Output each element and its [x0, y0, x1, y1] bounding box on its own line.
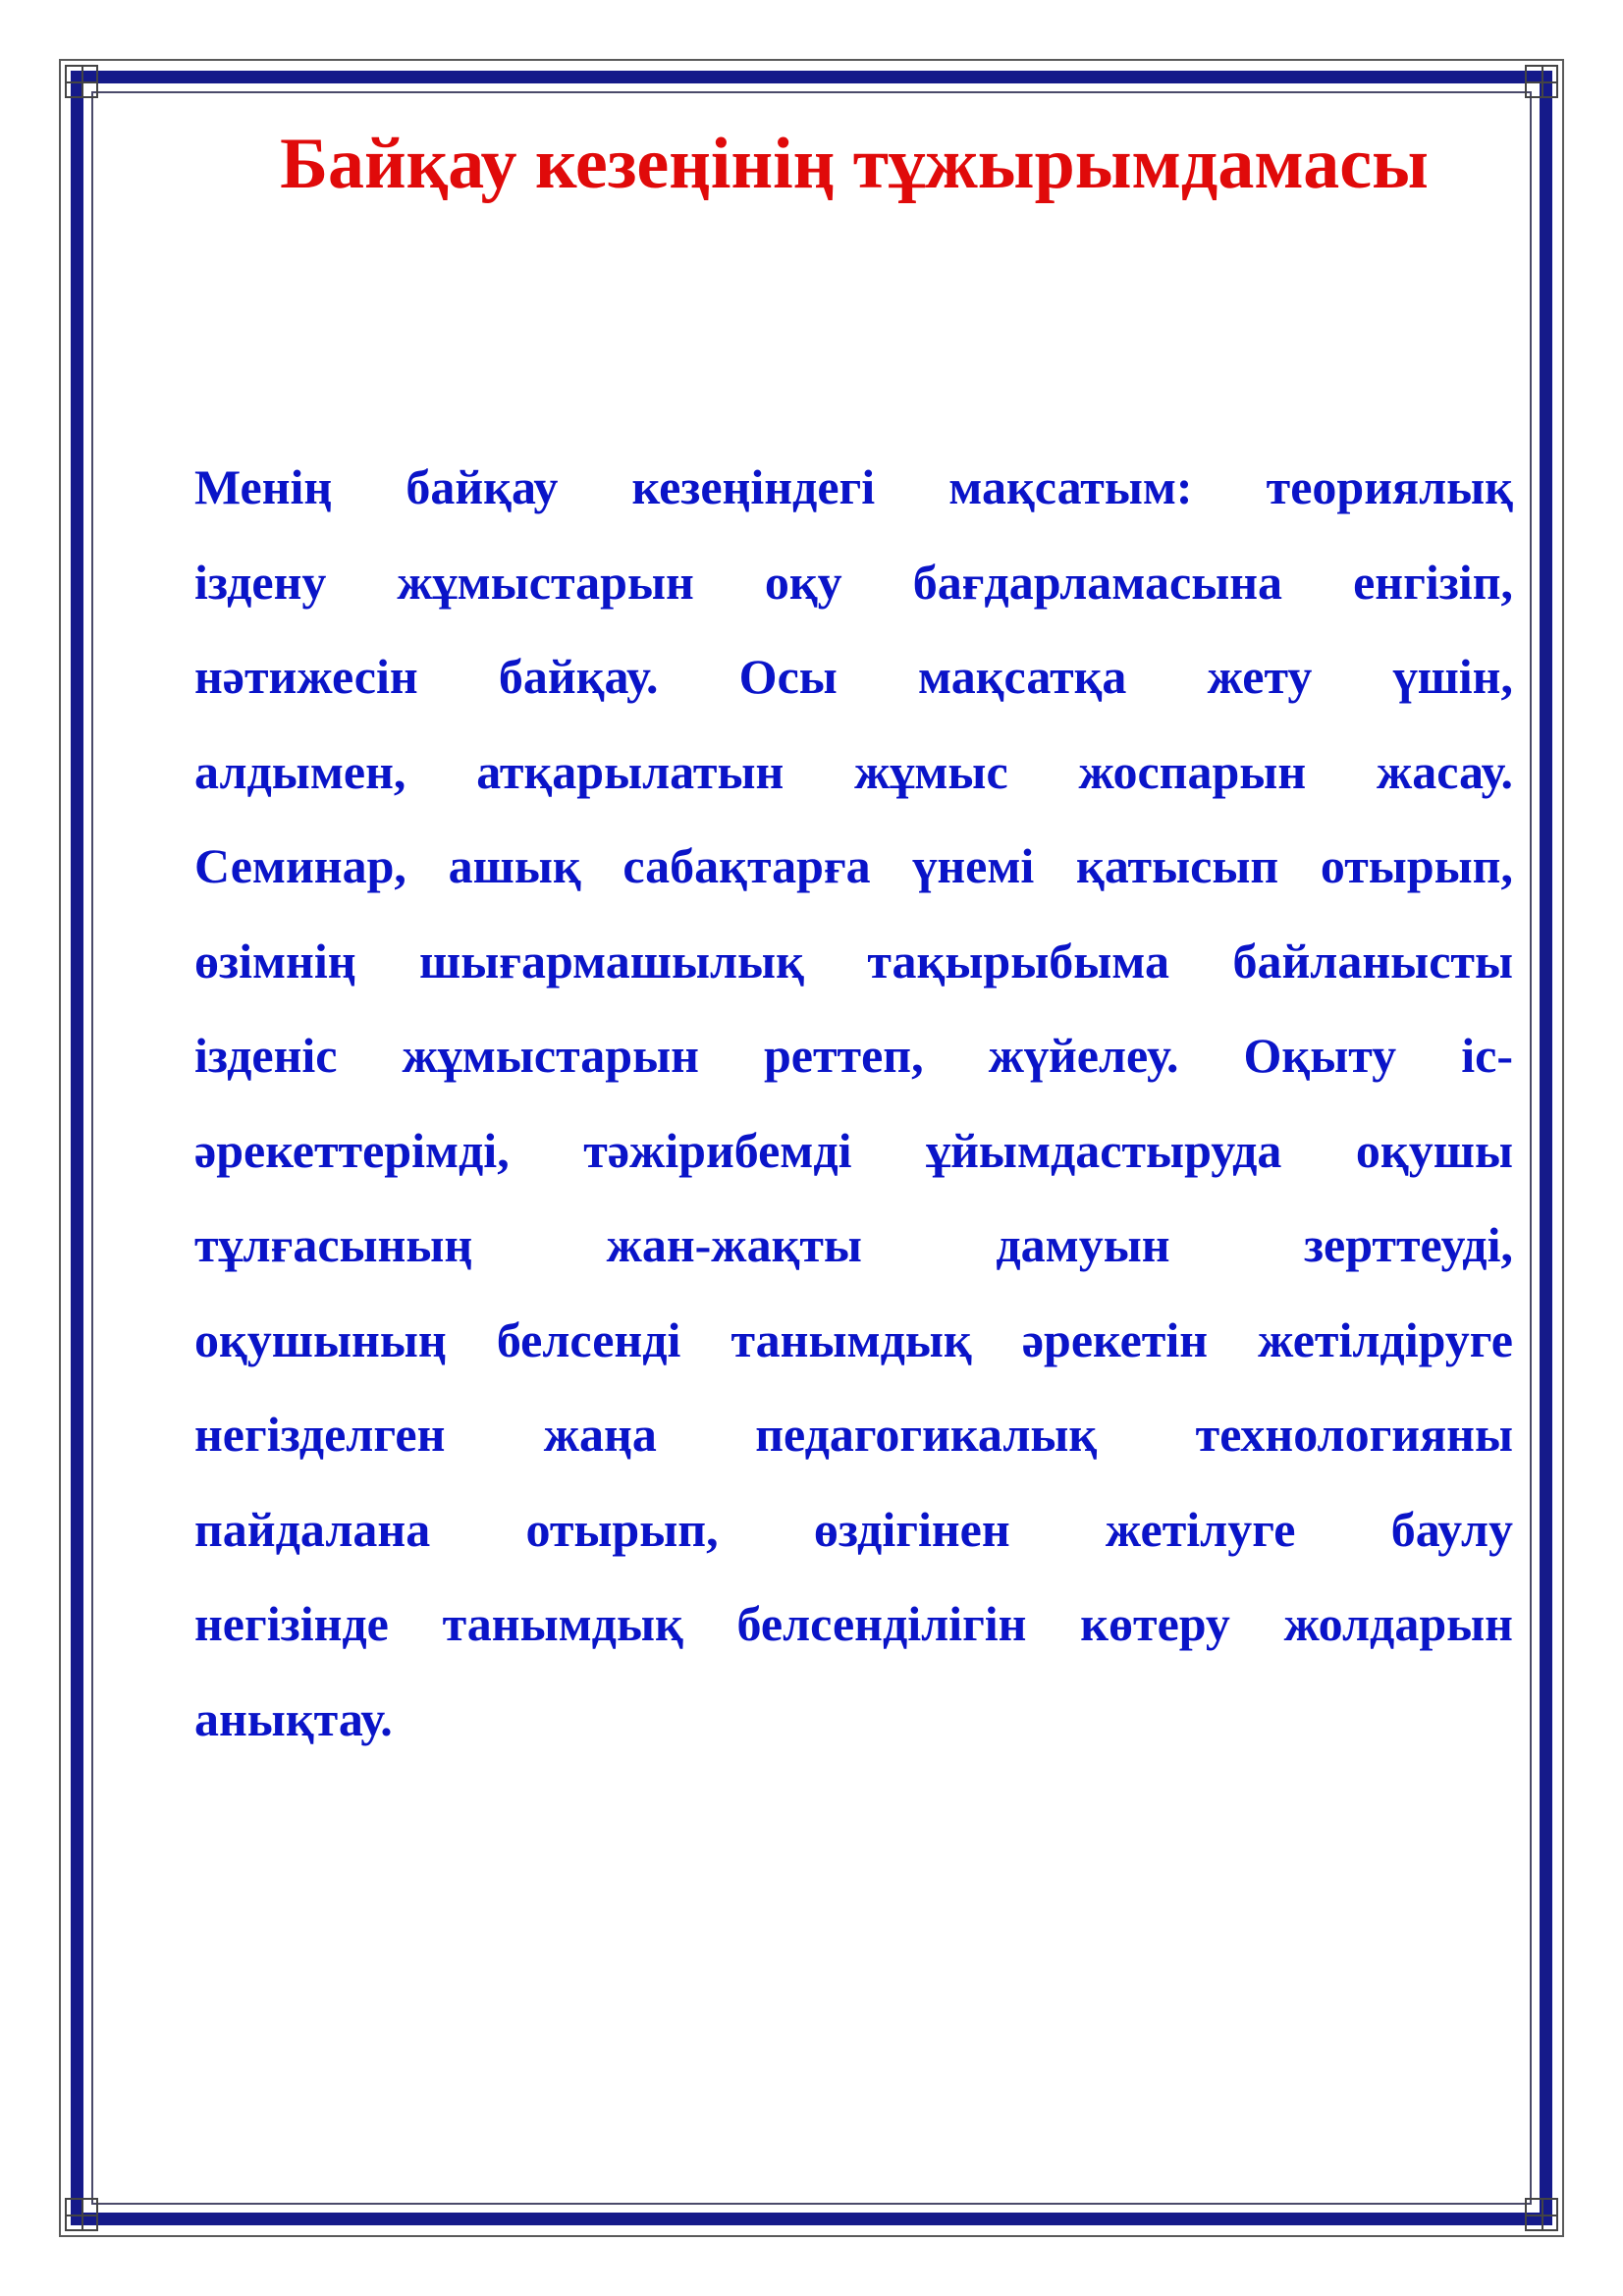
paragraph-line: өзімнің шығармашылық тақырыбыма байланысты [194, 933, 1513, 988]
paragraph-line: пайдалана отырып, өздігінен жетілуге баулу [194, 1501, 1513, 1557]
frame-corner-ornament [65, 2198, 98, 2231]
paragraph-line: іздену жұмыстарын оқу бағдарламасына енгізіп, [194, 554, 1513, 610]
body-paragraph [194, 440, 1513, 1766]
paragraph-line: алдымен, атқарылатын жұмыс жоспарын жасау. [194, 743, 1513, 799]
paragraph-line: нәтижесін байқау. Осы мақсатқа жету үшін, [194, 649, 1513, 704]
paragraph-line: оқушының белсенді танымдық әрекетін жетілдіруге [194, 1311, 1513, 1367]
paragraph-line: тұлғасының жан-жақты дамуын зерттеуді, [194, 1217, 1513, 1272]
paragraph-line: Семинар, ашық сабақтарға үнемі қатысып отырып, [194, 838, 1513, 893]
paragraph-line: негізделген жаңа педагогикалық технологияны [194, 1407, 1513, 1462]
paragraph-line: Менің байқау кезеңіндегі мақсатым: теориялық [194, 459, 1513, 514]
paragraph-line: анықтау. [194, 1690, 393, 1746]
paragraph-line: ізденіс жұмыстарын реттеп, жүйелеу. Оқыту іс- [194, 1028, 1513, 1083]
frame-corner-ornament [1525, 65, 1558, 98]
page-title: Байқау кезеңінің тұжырымдамасы [280, 124, 1429, 204]
frame-corner-ornament [1525, 2198, 1558, 2231]
paragraph-line: негізінде танымдық белсенділігін көтеру жолдарын [194, 1596, 1513, 1651]
frame-corner-ornament [65, 65, 98, 98]
paragraph-line: әрекеттерімді, тәжірибемді ұйымдастыруда оқушы [194, 1122, 1513, 1178]
